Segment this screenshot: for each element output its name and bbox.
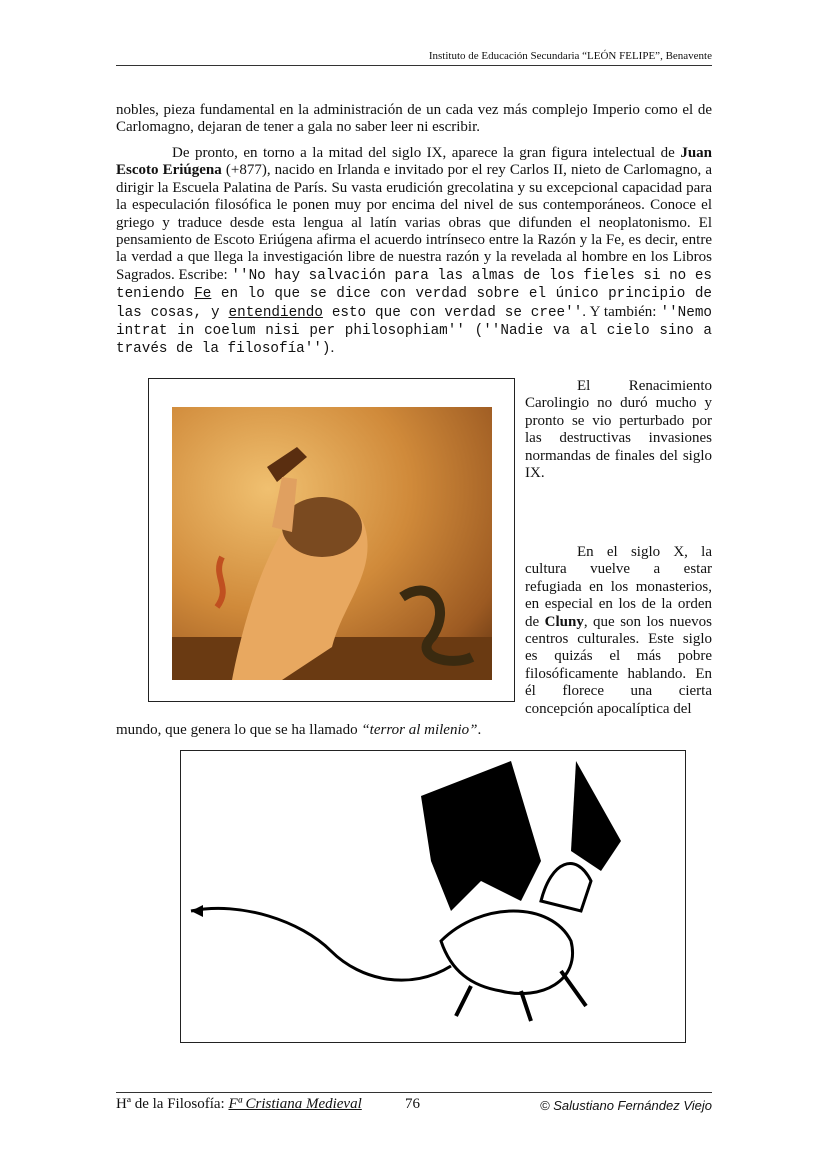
text: , que son los nuevos centros culturales. Este siglo es quizás el más pobre filosóficamente hablando. En él florece una cierta concepción apocalíptica del bbox=[525, 613, 712, 717]
name-bold: Juan Escoto Eriúgena bbox=[116, 145, 712, 179]
text: En el siglo X, la cultura vuelve a estar refugiada en los monasterios, en especial en los de la orden de bbox=[525, 544, 712, 630]
text: en lo que se dice con verdad sobre el único principio de las cosas, y bbox=[116, 286, 712, 321]
side-paragraph-2 bbox=[525, 544, 712, 718]
copyright: © Salustiano Fernández Viejo bbox=[540, 1098, 712, 1113]
side-paragraph-1: El Renacimiento Carolingio no duró mucho y pronto se vio perturbado por las destructivas invasiones normandas de finales del siglo IX. bbox=[525, 378, 712, 482]
hercules-painting bbox=[172, 407, 492, 680]
text: De pronto, en torno a la mitad del siglo IX, aparece la gran figura intelectual de bbox=[172, 145, 681, 161]
underlined: entendiendo bbox=[228, 304, 323, 321]
text: (+877), nacido en Irlanda e invitado por el rey Carlos II, nieto de Carlomagno, a dirigir la Escuela Palatina de París. Su vasta erudición grecolatina y su excepcional capacidad para la especulación filosófica le ponen muy por encima del nivel de sus contemporáneos. Conoce el griego y traduce desde esta lengua al latín varias obras que difunden el neoplatonismo. El pensamiento de Escoto Eriúgena afirma el acuerdo intrínseco entre la Razón y la Fe, es decir, entre la verdad a que llega la investigación libre de nuestra razón y la revelada al hombre en los Libros Sagrados. Escribe: bbox=[116, 162, 713, 283]
header-rule bbox=[116, 65, 712, 66]
page-number: 76 bbox=[405, 1096, 420, 1112]
text: . bbox=[330, 340, 335, 357]
text: Hª de la Filosofía: bbox=[116, 1096, 229, 1112]
text: esto que con verdad se cree'' bbox=[322, 304, 583, 321]
quote-2: ''Nemo intrat in coelum nisi per philosophiam'' (''Nadie va al cielo sino a través de la filosofía'') bbox=[116, 304, 712, 358]
paragraph-eriugena bbox=[116, 145, 712, 359]
dragon-figure-frame bbox=[180, 750, 686, 1043]
paragraph-continuation bbox=[116, 722, 616, 739]
text: . bbox=[477, 722, 482, 738]
cluny-bold: Cluny bbox=[544, 613, 584, 630]
underlined: Fe bbox=[194, 286, 212, 303]
text: ''No hay salvación para las almas de los fieles si no es teniendo bbox=[116, 267, 712, 303]
text: . Y también: bbox=[582, 303, 661, 320]
text: mundo, que genera lo que se ha llamado bbox=[116, 722, 362, 738]
footer-rule bbox=[116, 1092, 712, 1093]
dragon-illustration bbox=[181, 751, 684, 1041]
running-header: Instituto de Educación Secundaria “LEÓN FELIPE”, Benavente bbox=[428, 50, 712, 62]
italic-term: “terror al milenio” bbox=[361, 722, 478, 738]
footer-link[interactable]: Fª Cristiana Medieval bbox=[228, 1096, 362, 1112]
paragraph: nobles, pieza fundamental en la administración de un cada vez más complejo Imperio como el de Carlomagno, dejaran de tener a gala no saber leer ni escribir. bbox=[116, 102, 712, 136]
footer-title bbox=[116, 1096, 362, 1113]
